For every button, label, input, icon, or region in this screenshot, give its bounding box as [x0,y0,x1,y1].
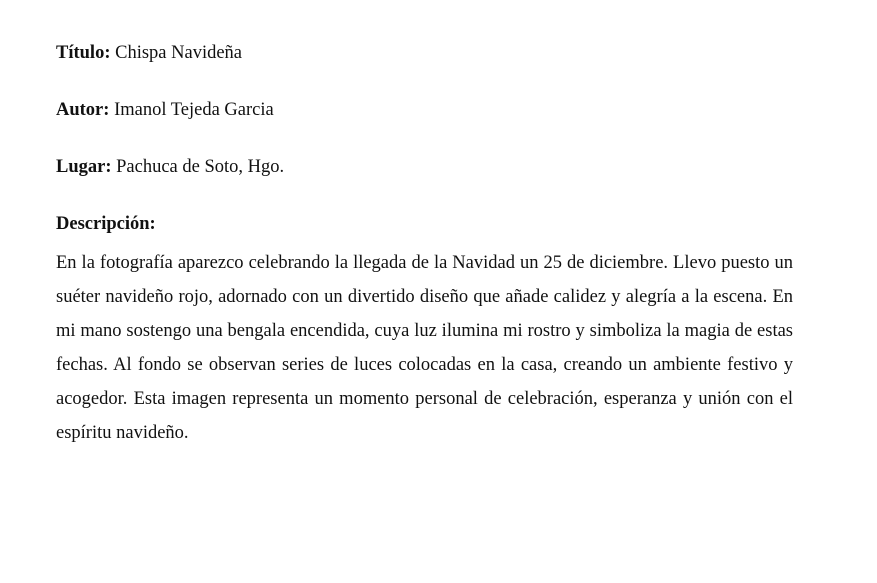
description-paragraph: En la fotografía aparezco celebrando la llegada de la Navidad un 25 de diciembre. Llevo puesto un suéter navideño rojo, adornado con un divertido diseño que añade calidez y alegría a la escena. En mi mano sostengo una bengala encendida, cuya luz ilumina mi rostro y simboliza la magia de estas fechas. Al fondo se observan series de luces colocadas en la casa, creando un ambiente festivo y acogedor. Esta imagen representa un momento personal de celebración, esperanza y unión con el espíritu navideño. [56,253,793,443]
title-label: Título: [56,43,111,63]
title-value: Chispa Navideña [115,43,243,63]
place-label: Lugar: [56,157,112,177]
document-page [56,0,793,583]
place-value: Pachuca de Soto, Hgo. [116,157,285,177]
title-field [56,41,242,65]
description-label: Descripción: [56,214,156,234]
author-field [56,98,274,122]
author-value: Imanol Tejeda Garcia [114,100,274,120]
description-heading [56,212,156,236]
author-label: Autor: [56,100,110,120]
place-field [56,155,284,179]
